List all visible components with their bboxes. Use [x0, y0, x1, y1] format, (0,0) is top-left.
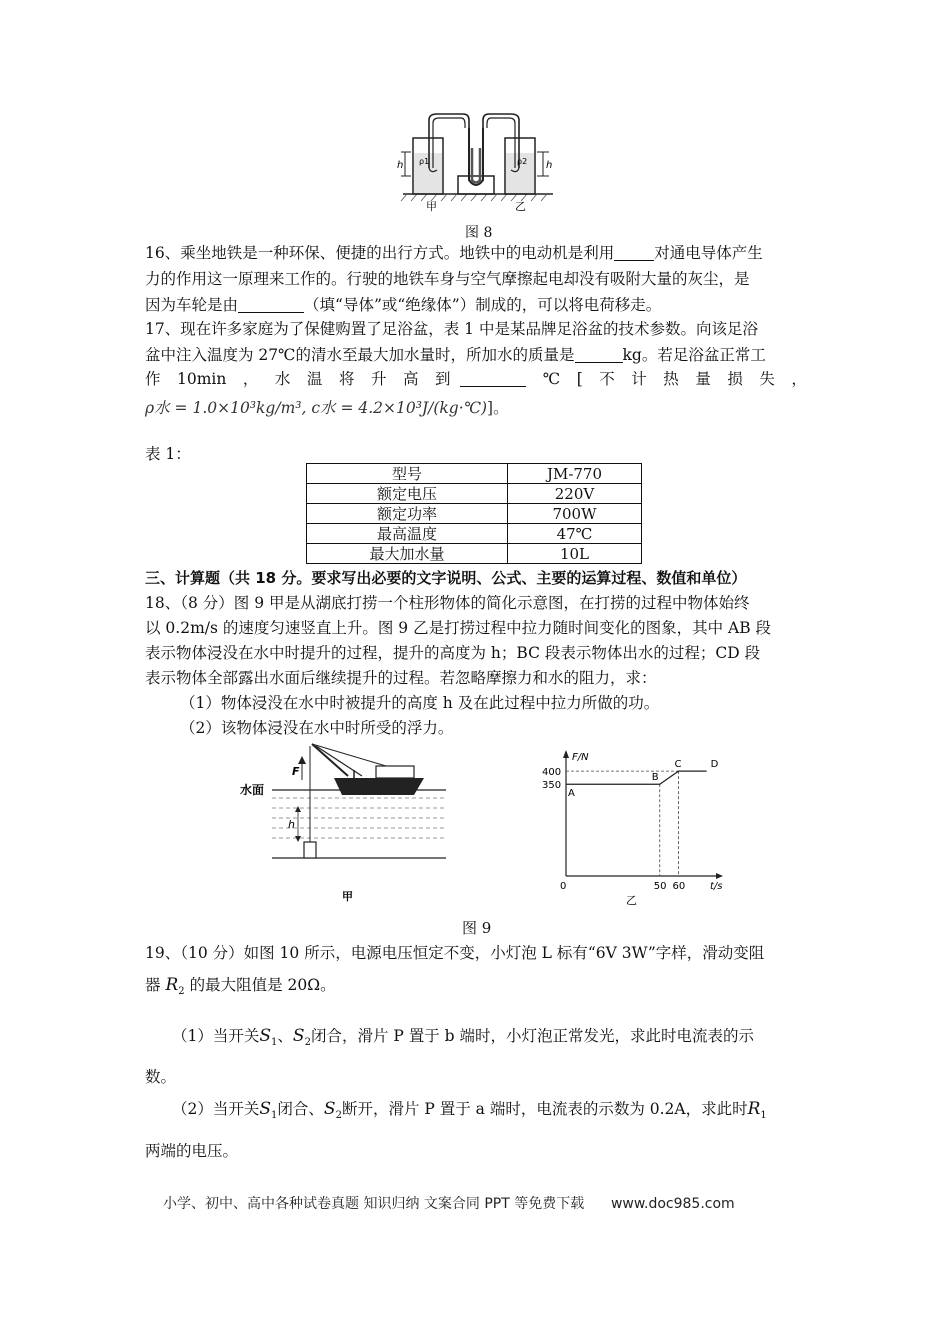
q19-r2-sub: 2 [178, 986, 185, 998]
fig8-label-right: 乙 [515, 200, 526, 213]
q16-text-b: 对通电导体产生 [654, 244, 763, 262]
table-row [307, 464, 642, 484]
q17-line-1: 17、现在许多家庭为了保健购置了足浴盆，表 1 中是某品牌足浴盆的技术参数。向该足浴 [145, 320, 758, 338]
q17-formula-line [145, 397, 509, 419]
point-label-a: A [568, 788, 575, 800]
q16-line-3 [145, 294, 661, 316]
q19-p2-a: （2）当开关 [172, 1100, 260, 1118]
q19-p2-b: 闭合、 [277, 1100, 324, 1118]
q18-line-1: 18、（8 分）图 9 甲是从湖底打捞一个柱形物体的简化示意图，在打捞的过程中物体始终 [145, 594, 750, 612]
figure-9-yi-chart [536, 748, 726, 908]
q17-formula: ρ水 = 1.0×10³kg/m³, c水 = 4.2×10³J/(kg·℃) [145, 399, 488, 417]
y-tick-label: 350 [542, 780, 562, 792]
table-cell: 额定功率 [307, 504, 508, 524]
q16-line-2: 力的作用这一原理来工作的。行驶的地铁车身与空气摩擦起电却没有吸附大量的灰尘，是 [145, 270, 750, 288]
q17-word: 温 [306, 370, 323, 388]
y-axis-arrow [563, 750, 569, 758]
figure-9-jia-diagram [236, 740, 446, 905]
table-row [307, 504, 642, 524]
q17-word: 计 [631, 370, 647, 388]
fig8-label-left: 甲 [426, 200, 437, 213]
fig8-rho2: ρ2 [517, 157, 528, 166]
q17-word: 作 [145, 370, 161, 388]
q16-blank-1[interactable] [614, 244, 654, 261]
table-cell: 700W [508, 504, 642, 524]
q19-text-b: 的最大阻值是 20Ω。 [189, 976, 336, 994]
q17-word: ， [791, 370, 807, 388]
x-tick-label: 0 [560, 881, 567, 892]
table-cell: 最高温度 [307, 524, 508, 544]
q17-word: 高 [402, 370, 419, 388]
q17-word: ℃ [542, 370, 561, 388]
q17-line-2 [145, 344, 766, 366]
q19-p1-a: （1）当开关 [172, 1027, 260, 1045]
fig9-left-label: 甲 [342, 890, 353, 903]
table-1-label: 表 1： [145, 445, 191, 463]
spec-table [306, 463, 642, 564]
y-tick-label: 400 [542, 767, 562, 779]
q17-word: 损 [727, 370, 743, 388]
table-cell: JM-770 [508, 464, 642, 484]
figure-8-diagram [393, 108, 563, 213]
y-axis-label: F/N [572, 752, 589, 763]
table-cell: 额定电压 [307, 484, 508, 504]
point-label-b: B [651, 772, 659, 784]
q19-part-1 [172, 1025, 754, 1054]
figure-9-caption: 图 9 [462, 919, 492, 937]
q19-s2-sub: 2 [304, 1037, 311, 1049]
q17-word: 量 [695, 370, 711, 388]
q17-text-a: 盆中注入温度为 27℃的清水至最大加水量时，所加水的质量是 [145, 346, 575, 364]
fig8-h-right: h [546, 160, 553, 171]
x-axis-label: t/s [710, 881, 723, 892]
q19-r1-sub: 1 [760, 1110, 767, 1122]
q19-text-a: 器 [145, 976, 161, 994]
q16-text-c: 因为车轮是由 [145, 296, 239, 314]
x-axis-arrow [716, 873, 723, 879]
q19-s2-sub: 2 [335, 1110, 342, 1122]
q19-s1-sub: 1 [271, 1037, 278, 1049]
q18-sub-2: （2）该物体浸没在水中时所受的浮力。 [180, 719, 454, 737]
figure-8-caption: 图 8 [465, 225, 493, 241]
q19-part-1-end: 数。 [145, 1068, 177, 1086]
q19-s1-symbol: S [259, 1026, 272, 1046]
q19-r1-symbol: R [747, 1099, 761, 1119]
q16-text-d: （填“导体”或“绝缘体”）制成的，可以将电荷移走。 [304, 296, 662, 314]
q19-p2-c: 断开，滑片 P 置于 a 端时，电流表的示数为 0.2A，求此时 [341, 1100, 748, 1118]
footer-url[interactable]: www.doc985.com [610, 1196, 735, 1212]
q17-line-3 [145, 368, 807, 390]
q19-p1-b: 闭合，滑片 P 置于 b 端时，小灯泡正常发光，求此时电流表的示 [310, 1027, 755, 1045]
q17-word: 失 [759, 370, 775, 388]
x-tick-label: 60 [672, 881, 686, 892]
fig8-h-left: h [397, 160, 404, 171]
fig9-water-label: 水面 [240, 783, 265, 797]
q17-text-b: kg。若足浴盆正常工 [622, 346, 766, 364]
q19-r2-symbol: R [165, 975, 179, 995]
q17-word: ， [242, 370, 259, 388]
fig9-height-label: h [288, 818, 295, 831]
series-line [566, 771, 707, 784]
table-row [307, 544, 642, 564]
q17-word: [ [576, 370, 583, 388]
table-cell: 10L [508, 544, 642, 564]
q18-line-2: 以 0.2m/s 的速度匀速竖直上升。图 9 乙是打捞过程中拉力随时间变化的图象，其中 AB 段 [145, 619, 772, 637]
q18-line-4: 表示物体全部露出水面后继续提升的过程。若忽略摩擦力和水的阻力，求： [145, 669, 657, 687]
table-cell: 型号 [307, 464, 508, 484]
fig9-force-label: F [292, 765, 300, 778]
x-tick-label: 50 [653, 881, 667, 892]
q17-word: 升 [370, 370, 387, 388]
table-cell: 220V [508, 484, 642, 504]
q19-sep: 、 [277, 1027, 293, 1045]
q19-s2-symbol: S [292, 1026, 305, 1046]
table-row [307, 484, 642, 504]
q17-blank-1[interactable] [575, 346, 623, 363]
footer-text: 小学、初中、高中各种试卷真题 知识归纳 文案合同 PPT 等免费下载 [163, 1196, 585, 1212]
section-3-title: 三、计算题（共 18 分。要求写出必要的文字说明、公式、主要的运算过程、数值和单位） [145, 569, 747, 587]
q17-word: 10min [177, 370, 227, 388]
q17-word: 将 [338, 370, 355, 388]
q19-part-2 [172, 1098, 767, 1127]
point-label-c: C [674, 759, 682, 771]
q18-line-3: 表示物体浸没在水中时提升的过程，提升的高度为 h；BC 段表示物体出水的过程；CD 段 [145, 644, 761, 662]
page-footer [163, 1193, 735, 1213]
q19-s1-sub: 1 [271, 1110, 278, 1122]
q17-word: 热 [663, 370, 679, 388]
q17-word: 水 [274, 370, 291, 388]
q16-text-a: 16、乘坐地铁是一种环保、便捷的出行方式。地铁中的电动机是利用 [145, 244, 615, 262]
q19-part-2-end: 两端的电压。 [145, 1142, 239, 1160]
point-label-d: D [710, 759, 719, 771]
q17-blank-2[interactable] [460, 370, 526, 387]
table-cell: 47℃ [508, 524, 642, 544]
q18-sub-1: （1）物体浸没在水中时被提升的高度 h 及在此过程中拉力所做的功。 [180, 694, 660, 712]
q17-word: 不 [599, 370, 615, 388]
q16-blank-2[interactable] [238, 296, 304, 313]
q19-line-1: 19、（10 分）如图 10 所示，电源电压恒定不变，小灯泡 L 标有“6V 3W”字样，滑动变阻 [145, 944, 765, 962]
q19-s2-symbol: S [323, 1099, 336, 1119]
q16-line-1 [145, 242, 763, 264]
q19-s1-symbol: S [259, 1099, 272, 1119]
q17-formula-end: ]。 [487, 399, 509, 417]
table-row [307, 524, 642, 544]
q19-line-2 [145, 974, 336, 1003]
table-cell: 最大加水量 [307, 544, 508, 564]
chart-subtitle: 乙 [626, 894, 637, 907]
fig8-rho1: ρ1 [419, 157, 430, 166]
q17-word: 到 [434, 370, 451, 388]
